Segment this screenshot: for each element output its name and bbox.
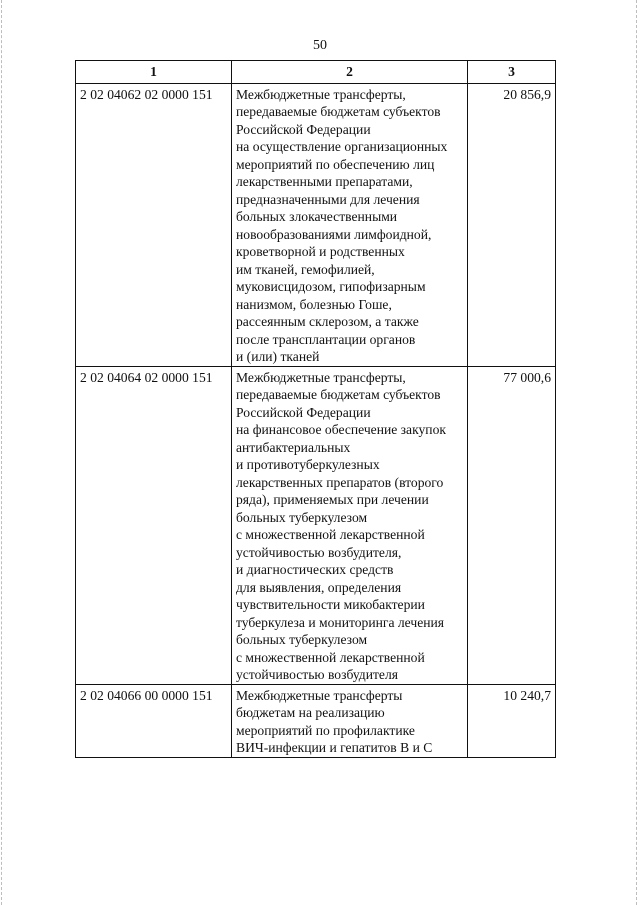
description-cell — [232, 684, 468, 757]
description-line: с множественной лекарственной — [236, 527, 425, 542]
description-line: им тканей, гемофилией, — [236, 261, 375, 277]
description-line: ВИЧ-инфекции и гепатитов В и С — [236, 740, 433, 755]
description-line: на осуществление организационных — [236, 139, 448, 154]
description-line: лекарственными препаратами, — [236, 174, 413, 189]
description-line: после трансплантации органов — [236, 331, 416, 347]
classification-code: 2 02 04062 02 0000 151 — [76, 83, 232, 366]
description-line: и противотуберкулезных — [236, 457, 380, 472]
description-line: туберкулеза и мониторинга лечения — [236, 614, 445, 630]
description-line: мероприятий по профилактике — [236, 722, 415, 738]
amount-cell: 10 240,7 — [468, 684, 556, 757]
classification-code: 2 02 04064 02 0000 151 — [76, 366, 232, 684]
description-line: нанизмом, болезнью Гоше, — [236, 296, 392, 312]
table-row — [76, 83, 556, 366]
page-number: 50 — [313, 38, 327, 53]
description-cell — [232, 366, 468, 684]
description-line: бюджетам на реализацию — [236, 705, 385, 720]
description-line: устойчивостью возбудителя, — [236, 544, 402, 560]
column-header-3: 3 — [468, 61, 556, 84]
description-line: Межбюджетные трансферты, — [236, 369, 406, 385]
description-line: больных туберкулезом — [236, 509, 368, 525]
description-line: с множественной лекарственной — [236, 649, 425, 665]
description-line: Российской Федерации — [236, 121, 371, 137]
description-line: лекарственных препаратов (второго — [236, 474, 444, 490]
table-header-row — [76, 61, 556, 84]
scan-edge-right — [636, 0, 638, 905]
amount-cell: 77 000,6 — [468, 366, 556, 684]
description-line: Межбюджетные трансферты — [236, 687, 403, 703]
description-line: передаваемые бюджетам субъектов — [236, 104, 441, 119]
description-line: передаваемые бюджетам субъектов — [236, 387, 441, 402]
description-line: кроветворной и родственных — [236, 244, 405, 259]
description-line: Межбюджетные трансферты, — [236, 86, 406, 102]
description-line: новообразованиями лимфоидной, — [236, 226, 432, 242]
description-line: рассеянным склерозом, а также — [236, 314, 419, 329]
column-header-2: 2 — [232, 61, 468, 84]
description-line: для выявления, определения — [236, 579, 402, 595]
description-line: предназначенными для лечения — [236, 191, 420, 207]
description-line: ряда), применяемых при лечении — [236, 492, 429, 507]
description-line: больных туберкулезом — [236, 632, 368, 647]
column-header-1: 1 — [76, 61, 232, 84]
scan-edge-left — [1, 0, 3, 905]
amount-cell: 20 856,9 — [468, 83, 556, 366]
description-line: мероприятий по обеспечению лиц — [236, 156, 435, 172]
description-line: муковисцидозом, гипофизарным — [236, 279, 426, 294]
description-line: Российской Федерации — [236, 404, 371, 420]
budget-table — [75, 60, 556, 758]
table-row — [76, 684, 556, 757]
description-line: устойчивостью возбудителя — [236, 667, 398, 682]
classification-code: 2 02 04066 00 0000 151 — [76, 684, 232, 757]
description-line: больных злокачественными — [236, 209, 398, 224]
description-line: и (или) тканей — [236, 349, 320, 364]
description-line: антибактериальных — [236, 439, 351, 455]
table-row — [76, 366, 556, 684]
description-line: на финансовое обеспечение закупок — [236, 422, 446, 437]
table-body — [76, 83, 556, 757]
description-line: чувствительности микобактерии — [236, 597, 425, 612]
description-line: и диагностических средств — [236, 562, 394, 577]
description-cell — [232, 83, 468, 366]
